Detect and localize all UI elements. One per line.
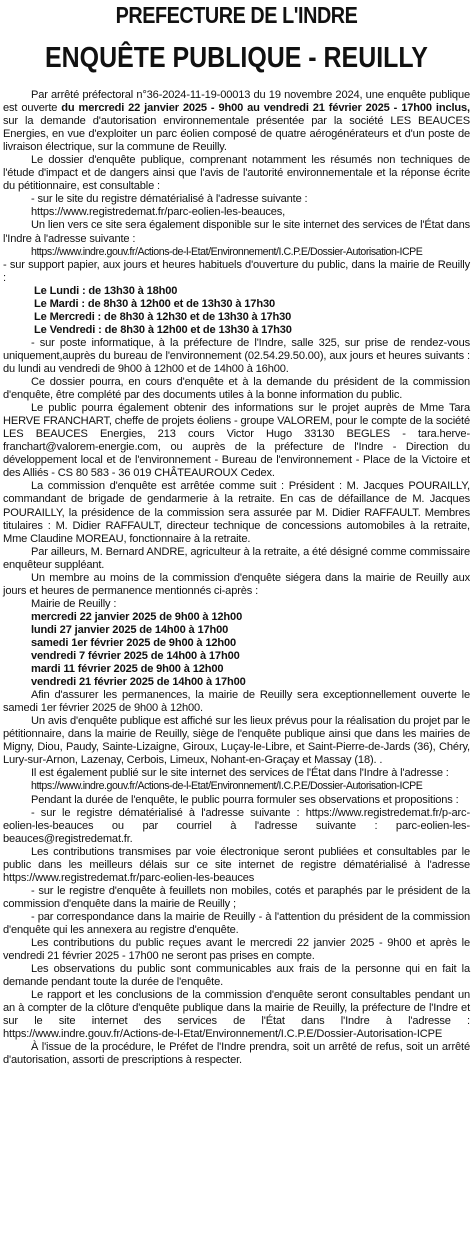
schedule-monday: Le Lundi : de 13h30 à 18h00 xyxy=(34,284,178,297)
paragraph-registre-dematerialise: - sur le registre dématérialisé à l'adresse suivante : https://www.registredemat.fr/p-arc-eolien-les-beauces ou par courriel à l'adresse suivante : parc-eolien-les-beauces@registredemat.fr. xyxy=(3,806,470,845)
paragraph-dossier: Le dossier d'enquête publique, comprenant notamment les résumés non techniques de l'étude d'impact et de dangers ainsi que l'avis de l'autorité environnementale et la réponse écrite du pétitionnaire, est consultable : xyxy=(3,154,470,193)
paragraph-permanences-intro: Un membre au moins de la commission d'enquête siégera dans la mairie de Reuilly aux jours et heures de permanence mentionnés ci-après : xyxy=(3,571,470,597)
paragraph-support-papier: - sur support papier, aux jours et heures habituels d'ouverture du public, dans la mairie de Reuilly : xyxy=(3,258,470,284)
prefecture-url-2: https://www.indre.gouv.fr/Actions-de-l-Etat/Environnement/I.C.P.E/Dossier-Autorisation-ICPE xyxy=(31,780,423,793)
paragraph-intro xyxy=(3,89,470,154)
notice-subtitle: ENQUÊTE PUBLIQUE - REUILLY xyxy=(45,42,428,74)
notice-header-title: PREFECTURE DE L'INDRE xyxy=(115,2,358,28)
paragraph-suppleant: Par ailleurs, M. Bernard ANDRE, agriculteur à la retraite, a été désigné comme commissaire enquêteur suppléant. xyxy=(3,545,470,571)
paragraph-lien: Un lien vers ce site sera également disponible sur le site internet des services de l'État dans l'Indre à l'adresse suivante : xyxy=(3,219,470,245)
permanence-date: vendredi 7 février 2025 de 14h00 à 17h00 xyxy=(31,650,240,663)
permanence-date: vendredi 21 février 2025 de 14h00 à 17h00 xyxy=(31,676,246,689)
paragraph-poste-informatique: - sur poste informatique, à la préfecture de l'Indre, salle 325, sur prise de rendez-vous uniquement,auprès du bureau de l'environnement (02.54.29.50.00), aux jours et heures suivants : du lundi au vendredi de 9h00 à 12h00 et de 14h00 à 16h00. xyxy=(3,336,470,375)
schedule-friday: Le Vendredi : de 8h30 à 12h00 et de 13h30 à 17h30 xyxy=(34,323,292,336)
permanence-date: lundi 27 janvier 2025 de 14h00 à 17h00 xyxy=(31,623,229,636)
schedule-tuesday: Le Mardi : de 8h30 à 12h00 et de 13h30 à 17h30 xyxy=(34,297,275,310)
intro-text-a: Par arrêté préfectoral n°36-2024-11-19-00013 du 19 novembre 2024, une enquête publique est ouverte xyxy=(3,89,470,115)
mairie-label: Mairie de Reuilly : xyxy=(31,597,117,610)
paragraph-registre: - sur le site du registre dématérialisé à l'adresse suivante : xyxy=(31,193,308,206)
paragraph-publication: Il est également publié sur le site internet des services de l'État dans l'Indre à l'adresse : xyxy=(31,767,449,780)
prefecture-url-1: https://www.indre.gouv.fr/Actions-de-l-Etat/Environnement/I.C.P.E/Dossier-Autorisation-ICPE xyxy=(31,245,423,258)
permanence-date: mercredi 22 janvier 2025 de 9h00 à 12h00 xyxy=(31,610,243,623)
paragraph-communicables: Les observations du public sont communicables aux frais de la personne qui en fait la demande pendant toute la durée de l'enquête. xyxy=(3,963,470,989)
notice-body xyxy=(3,89,470,1068)
paragraph-complement: Ce dossier pourra, en cours d'enquête et à la demande du président de la commission d'enquête, être complété par des documents utiles à la bonne information du public. xyxy=(3,376,470,402)
registre-url: https://www.registredemat.fr/parc-eolien-les-beauces, xyxy=(31,206,286,219)
paragraph-affichage: Un avis d'enquête publique est affiché sur les lieux prévus pour la réalisation du projet par le pétitionnaire, dans la mairie de Reuilly, siège de l'enquête publique ainsi que dans les mairies de Migny, Diou, Paudy, Sainte-Lizaigne, Giroux, Luçay-le-Libre, et Saint-Pierre-de-Jards (36), Chéry, Lury-sur-Arnon, Lazenay, Cerbois, Limeux, Nohant-en-Graçay et Massay (18). . xyxy=(3,715,470,767)
paragraph-ouverture-samedi: Afin d'assurer les permanences, la mairie de Reuilly sera exceptionnellement ouverte le samedi 1er février 2025 de 9h00 à 12h00. xyxy=(3,689,470,715)
paragraph-rapport: Le rapport et les conclusions de la commission d'enquête seront consultables pendant un an à compter de la clôture d'enquête publique dans la mairie de Reuilly, la préfecture de l'Indre et sur le site internet des services de l'État dans l'Indre à l'adresse : https://www.indre.gouv.fr/Actions-de-l-Etat/Environnement/I.C.P.E/Dossier-Autorisation-ICPE xyxy=(3,989,470,1041)
paragraph-correspondance: - par correspondance dans la mairie de Reuilly - à l'attention du président de la commission d'enquête qui les annexera au registre d'enquête. xyxy=(3,910,470,936)
paragraph-registre-papier: - sur le registre d'enquête à feuillets non mobiles, cotés et paraphés par le président de la commission d'enquête dans la mairie de Reuilly ; xyxy=(3,884,470,910)
paragraph-commission: La commission d'enquête est arrêtée comme suit : Président : M. Jacques POURAILLY, commandant de brigade de gendarmerie à la retraite. En cas de défaillance de M. Jacques POURAILLY, la présidence de la commission sera assurée par M. Didier RAFFAULT. Membres titulaires : M. Didier RAFFAULT, directeur technique de concessions automobiles à la retraite, Mme Claudine MOREAU, fonctionnaire à la retraite. xyxy=(3,480,470,545)
paragraph-observations: Pendant la durée de l'enquête, le public pourra formuler ses observations et propositions : xyxy=(31,793,459,806)
paragraph-delais: Les contributions du public reçues avant le mercredi 22 janvier 2025 - 9h00 et après le vendredi 21 février 2025 - 17h00 ne seront pas prises en compte. xyxy=(3,937,470,963)
permanence-date: mardi 11 février 2025 de 9h00 à 12h00 xyxy=(31,663,224,676)
permanence-date: samedi 1er février 2025 de 9h00 à 12h00 xyxy=(31,636,237,649)
intro-dates: du mercredi 22 janvier 2025 - 9h00 au vendredi 21 février 2025 - 17h00 inclus, xyxy=(61,102,470,115)
paragraph-contact: Le public pourra également obtenir des informations sur le projet auprès de Mme Tara HERVE FRANCHART, cheffe de projets éoliens - groupe VALOREM, pour le compte de la société LES BEAUCES Energies, 213 cours Victor Hugo 33130 BEGLES - tara.herve-franchart@valorem-energie.com, ou auprès de la préfecture de l'Indre - Direction du développement local et de l'environnement - Bureau de l'environnement - Place de la Victoire et des Alliés - CS 80 583 - 36 019 CHÂTEAUROUX Cedex. xyxy=(3,402,470,480)
schedule-wednesday: Le Mercredi : de 8h30 à 12h30 et de 13h30 à 17h30 xyxy=(34,310,292,323)
paragraph-contributions: Les contributions transmises par voie électronique seront publiées et consultables par le public dans les meilleurs délais sur ce site internet de registre dématérialisé à l'adresse https://www.registredemat.fr/parc-eolien-les-beauces xyxy=(3,845,470,884)
intro-text-b: sur la demande d'autorisation environnementale présentée par la société LES BEAUCES Energies, en vue d'exploiter un parc éolien composé de quatre aérogénérateurs et d'un poste de livraison électrique, sur la commune de Reuilly. xyxy=(3,115,470,154)
paragraph-decision: À l'issue de la procédure, le Préfet de l'Indre prendra, soit un arrêté de refus, soit un arrêté d'autorisation, assorti de prescriptions à respecter. xyxy=(3,1041,470,1067)
